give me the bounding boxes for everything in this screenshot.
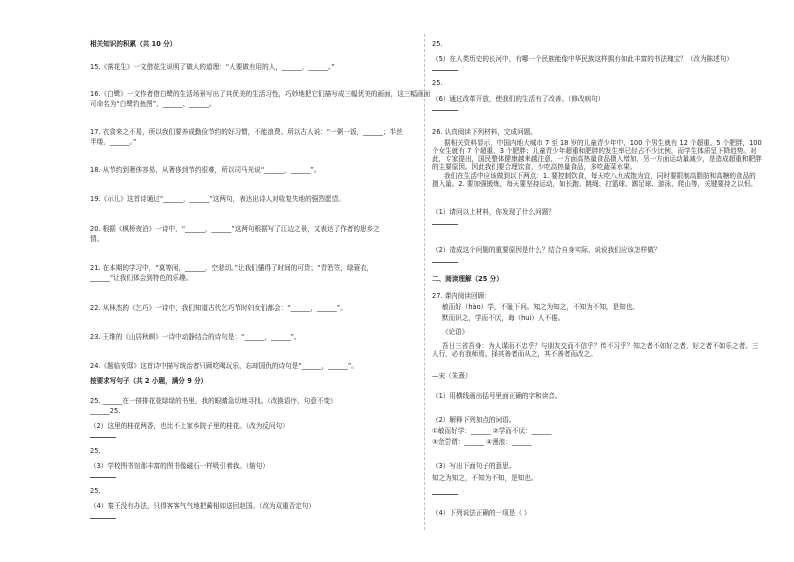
answer-line: [90, 437, 116, 438]
question-25-6: （6）通过改革开放，使我们的生活有了改善。（修改病句）: [432, 95, 605, 103]
question-25-num: 25.: [90, 487, 101, 495]
answer-line: [90, 518, 116, 519]
question-27-2-items-a: ①敏而好学：______ ②学而不厌：______: [432, 427, 552, 435]
answer-line: [432, 110, 458, 111]
question-26-2: （2）造成这个问题的重要原因是什么？结合自身实际，说说我们应该怎样做？: [432, 246, 661, 254]
question-27-source-title: 《论语》: [442, 328, 469, 336]
question-25-num: 25.: [432, 79, 443, 87]
answer-line: [432, 70, 458, 71]
question-25-4: （4）秦王没有办法，只得客客气气地把蔺相如送回赵国。（改为双重否定句）: [90, 502, 316, 510]
question-26-paragraph-2: 我们在生活中应该做到以下两点：1. 要控制饮食，每天吃八九成饱为宜，同时要限制高脂肪和高糖的食品的摄入量。2. 要加强锻炼，每天要坚持运动，如长跑、跳绳、打篮球、踢足球、游泳、爬山等，关键要持之以恒。: [432, 172, 757, 188]
question-25-3: （3）学校图书馆那丰富的图书像磁石一样吸引着我。（缩句）: [90, 462, 269, 470]
question-20-line1: 20. 根据《枫桥夜泊》一诗中，“______，______”这两句根据写了江边之景，又表达了作者的思乡之: [90, 225, 380, 233]
question-22: 22. 从林杰的《乞巧》一诗中，我们知道古代乞巧节时妇女们都会：“______，______”。: [90, 304, 347, 312]
question-16-line2: 可命名为“白鹭钓鱼图”、______、______。: [90, 100, 216, 108]
answer-line: [432, 494, 458, 495]
question-27-3-sentence: 知之为知之，不知为不知，是知也。: [432, 474, 538, 482]
question-25-2: （2）这里的桂花两香，也比不上家乡院子里的桂花。（改为反问句）: [90, 422, 289, 430]
question-20-line2: 情。: [90, 235, 104, 243]
question-17-line2: 半缕，______。”: [90, 138, 137, 146]
question-23: 23. 王维的《山居秋暝》一诗中动静结合的诗句是：“______，______”。: [90, 333, 301, 341]
question-27-3: （3）写出下面句子的意思。: [432, 462, 516, 470]
question-27-2-items-b: ③余尝谓：______ ④漫浪：______: [432, 438, 532, 446]
question-18: 18. 从节约到奢侈容易，从奢侈到节约很难，所以司马光说“______，______”。: [90, 166, 321, 174]
section-2-heading: 按要求写句子（共 2 小题，满分 9 分）: [90, 377, 208, 385]
question-15: 15.《落花生》一文借花生说明了做人的道理：“人要做有用的人，______，______。”: [90, 63, 335, 71]
question-26-title: 26. 认真阅读下列材料，完成问题。: [432, 128, 537, 136]
question-19: 19.《示儿》这首诗通过“______，______”这两句，表达出诗人对收复失地的强烈愿望。: [90, 195, 345, 203]
question-27-title: 27. 课内阅读回顾：: [432, 292, 491, 300]
section-3-heading: 二、阅读理解（25 分）: [432, 275, 503, 283]
question-27-line2: 默而识之，学而不厌，诲（huì）人不倦。: [442, 314, 565, 322]
question-27-source: —宋（朱熹）: [432, 372, 472, 380]
question-26-paragraph-1: 据相关资料显示，中国内地大城市 7 至 18 岁的儿童青少年中，100 个男生就有 12 个超重、5 个肥胖，100 个女生就有 7 个超重、3 个肥胖；儿童青少年超重和肥胖的发生率已经占不少比例，而学生体质呈下降趋势。对此，专家提出，国民整体健康越来越注意，一方面高热量食品摄入增加，另一方面运动量减少，是造成超重和肥胖的主要原因。因此我们要合理饮食，少吃高热量食品，多吃蔬菜水果。: [432, 139, 762, 171]
question-27-4: （4）下列说法正确的一项是（ ）: [432, 509, 531, 517]
column-divider: [424, 34, 425, 530]
question-21-line1: 21. 在本期的学习中，“莫等闲，______，空悲切。”让我们懂得了时间的可贵；“青箬笠，绿蓑衣，: [90, 264, 374, 272]
question-26-1: （1）请问以上材料，你发现了什么问题？: [432, 208, 555, 216]
question-27-line1: 敏而好（hào）学，不耻下问。知之为知之，不知为不知，是知也。: [442, 303, 639, 311]
section-heading: 相关知识的积累（共 10 分）: [90, 40, 177, 48]
question-25-5: （5）在人类历史的长河中，有哪一个民族能像中华民族这样拥有如此丰富的书法瑰宝？（改为陈述句）: [432, 55, 733, 63]
question-27-1: （1）用横线画出括号里面正确的字和读音。: [432, 392, 562, 400]
question-25-1-tail: ______25.: [90, 407, 121, 415]
question-17-line1: 17. 衣食来之不易，所以我们要养成勤俭节约的好习惯，不能浪费。所以古人说：“一粥一饭，______；半丝: [90, 128, 403, 136]
question-25-num: 25.: [432, 40, 443, 48]
answer-line: [90, 477, 116, 478]
question-25-1: 25. ______在一排排花花绿绿的书里，我的眼睛急切地寻找。（改换语序，句意不变）: [90, 397, 337, 405]
answer-line: [432, 262, 458, 263]
answer-line: [432, 224, 458, 225]
question-27-paragraph: 吾日三省吾身：为人谋而不忠乎？与朋友交而不信乎？传不习乎？知之者不如好之者，好之者不如乐之者。三人行，必有我师焉。择其善者而从之，其不善者而改之。: [432, 342, 759, 358]
question-16-line1: 16.《白鹭》一文作者借白鹭的生活场景写出了其优美的生活习性，巧妙地把它们描写成三幅优美的画面，这三幅画面: [90, 90, 431, 98]
question-24: 24.《题临安邸》这首诗中描写统治者只顾吃喝玩乐，忘却国仇的诗句是“______，______”。: [90, 362, 358, 370]
question-25-num: 25.: [90, 447, 101, 455]
question-21-line2: ______”让我们体会到特色的乐趣。: [90, 274, 193, 282]
question-27-2: （2）解释下列加点的词语。: [432, 416, 516, 424]
